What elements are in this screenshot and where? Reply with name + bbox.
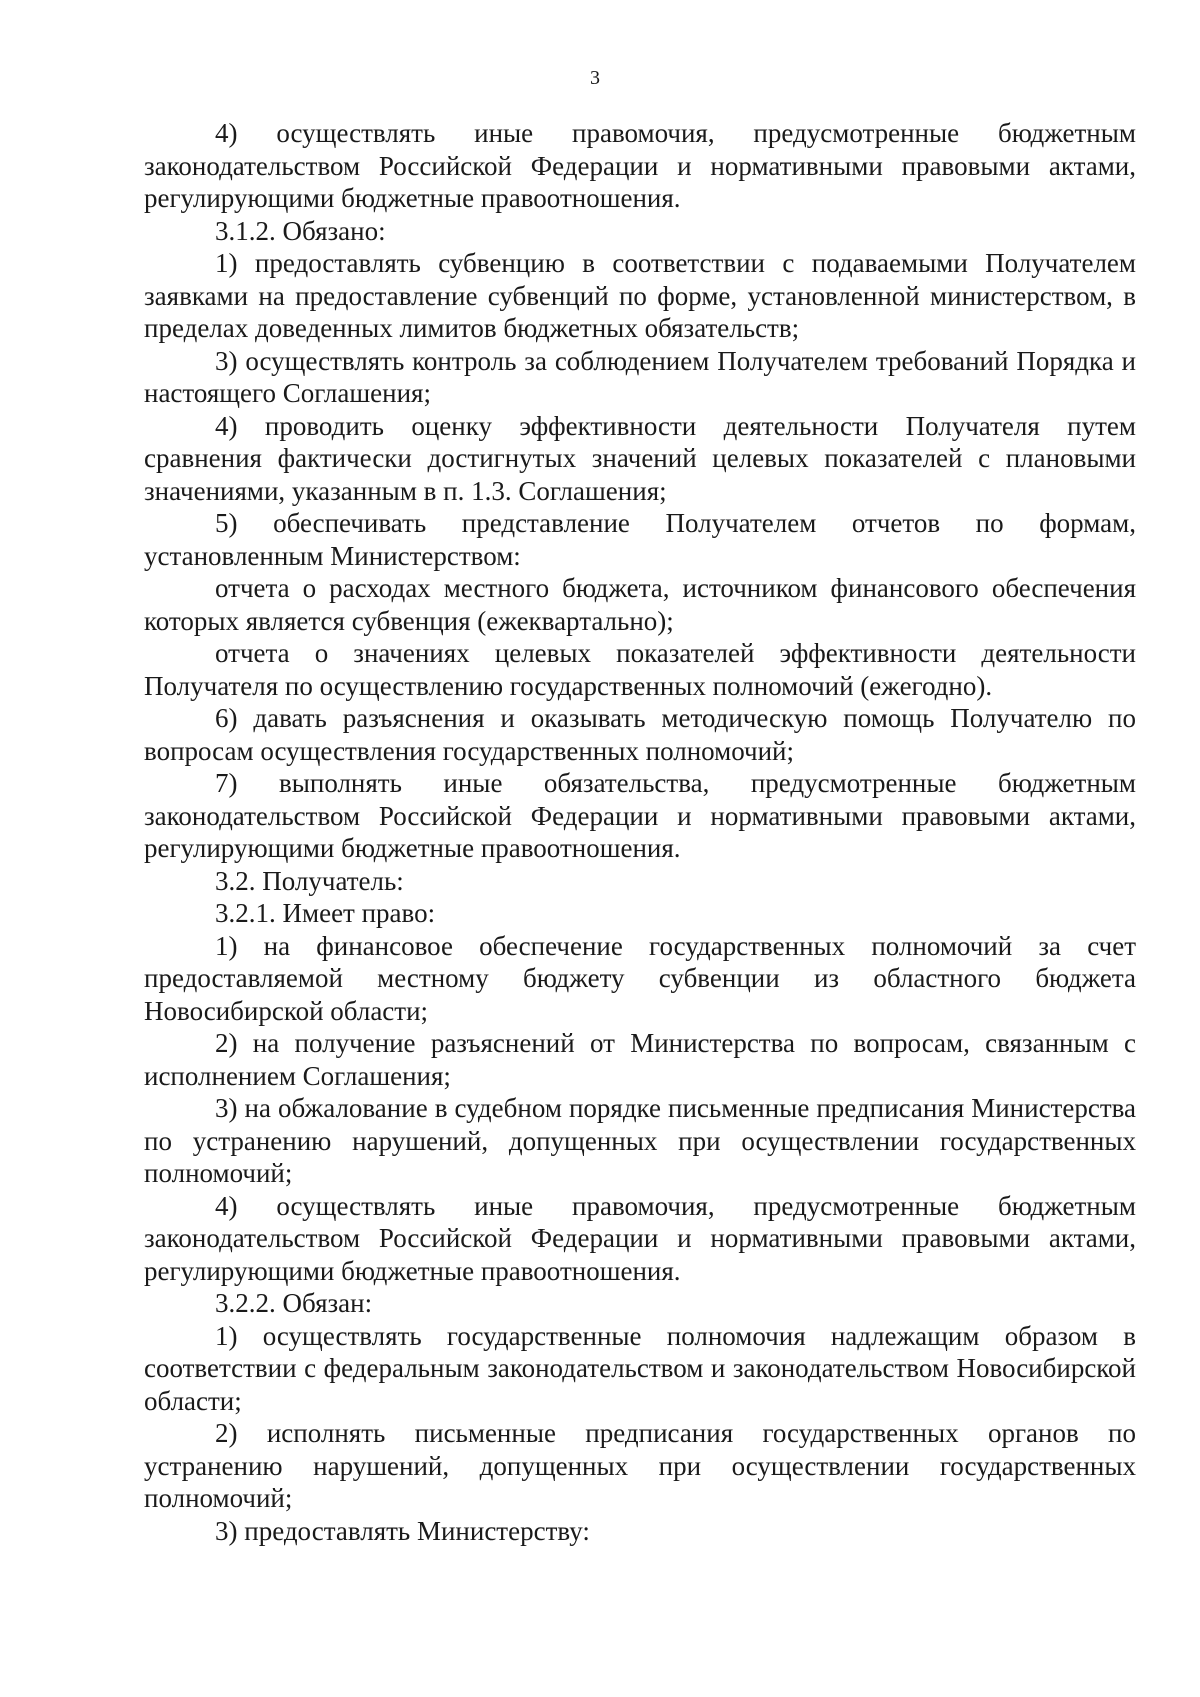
paragraph: 4) проводить оценку эффективности деятельности Получателя путем сравнения фактически достигнутых значений целевых показателей с плановыми значениями, указанным в п. 1.3. Соглашения; [144,410,1136,506]
paragraph: 4) осуществлять иные правомочия, предусмотренные бюджетным законодательством Российской Федерации и нормативными правовыми актами, регулирующими бюджетные правоотношения. [144,118,1136,213]
paragraph: 3) предоставлять Министерству: [215,1515,590,1546]
paragraph: отчета о расходах местного бюджета, источником финансового обеспечения которых является субвенция (ежеквартально); [144,573,1136,636]
section-heading: 3.1.2. Обязано: [215,215,386,246]
paragraph: 2) на получение разъяснений от Министерства по вопросам, связанным с исполнением Соглашения; [144,1028,1136,1091]
paragraph: отчета о значениях целевых показателей эффективности деятельности Получателя по осуществлению государственных полномочий (ежегодно). [144,638,1136,701]
page-number: 3 [590,67,600,89]
document-body [144,117,1136,1547]
paragraph: 4) осуществлять иные правомочия, предусмотренные бюджетным законодательством Российской Федерации и нормативными правовыми актами, регулирующими бюджетные правоотношения. [144,1190,1136,1286]
section-heading: 3.2. Получатель: [215,865,404,896]
section-heading: 3.2.1. Имеет право: [215,898,436,928]
paragraph: 3) осуществлять контроль за соблюдением Получателем требований Порядка и настоящего Соглашения; [144,345,1136,408]
section-heading: 3.2.2. Обязан: [215,1288,373,1318]
paragraph: 1) осуществлять государственные полномочия надлежащим образом в соответствии с федеральным законодательством и законодательством Новосибирской области; [144,1320,1136,1416]
paragraph: 1) на финансовое обеспечение государственных полномочий за счет предоставляемой местному бюджету субвенции из областного бюджета Новосибирской области; [144,930,1136,1026]
paragraph: 5) обеспечивать представление Получателем отчетов по формам, установленным Министерством: [144,508,1136,571]
paragraph: 6) давать разъяснения и оказывать методическую помощь Получателю по вопросам осуществления государственных полномочий; [144,703,1136,766]
paragraph: 1) предоставлять субвенцию в соответствии с подаваемыми Получателем заявками на предоставление субвенций по форме, установленной министерством, в пределах доведенных лимитов бюджетных обязательств; [144,248,1136,343]
paragraph: 2) исполнять письменные предписания государственных органов по устранению нарушений, допущенных при осуществлении государственных полномочий; [144,1418,1136,1513]
paragraph: 7) выполнять иные обязательства, предусмотренные бюджетным законодательством Российской Федерации и нормативными правовыми актами, регулирующими бюджетные правоотношения. [144,768,1136,863]
paragraph: 3) на обжалование в судебном порядке письменные предписания Министерства по устранению нарушений, допущенных при осуществлении государственных полномочий; [144,1093,1136,1188]
